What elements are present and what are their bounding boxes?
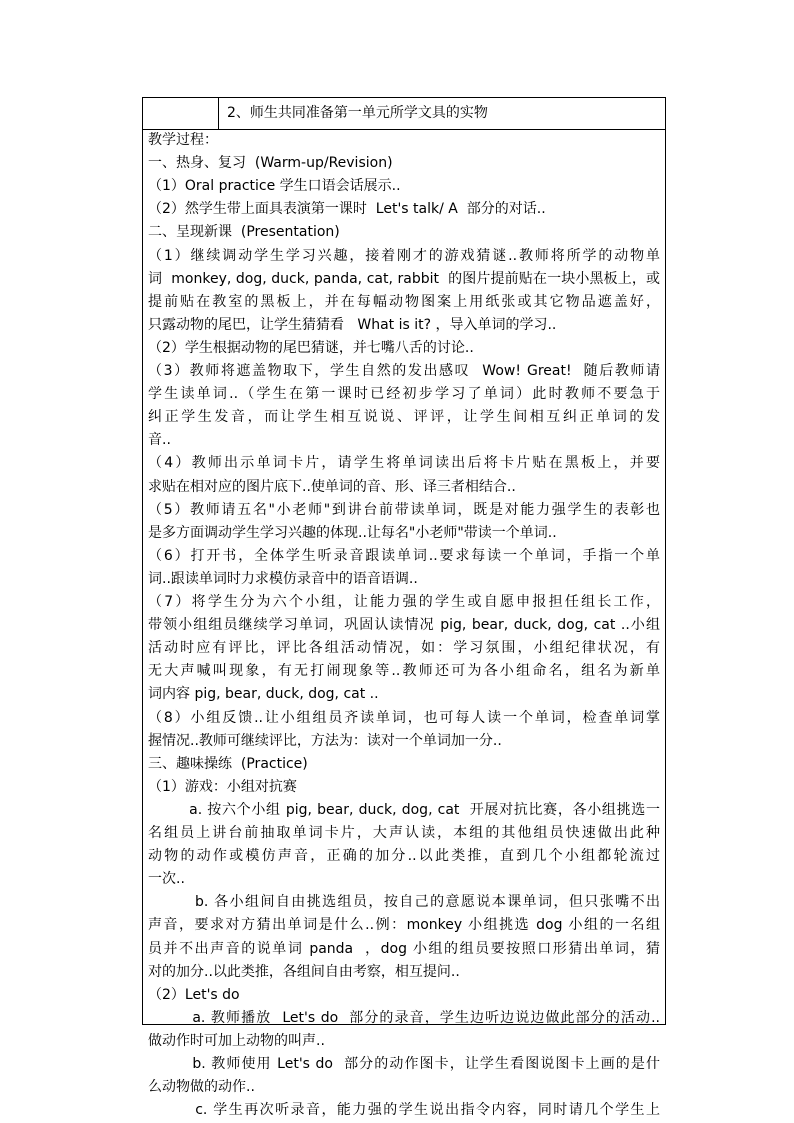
preparation-text: 2、师生共同准备第一单元所学文具的实物 [227, 105, 488, 121]
text-line: （4）教师出示单词卡片，请学生将单词读出后将卡片贴在黑板上，并要 [148, 455, 660, 472]
text-line: （3）教师将遮盖物取下，学生自然的发出感叹 Wow! Great! 随后教师请 [148, 363, 660, 379]
text-line: 词 monkey, dog, duck, panda, cat, rabbit 的图片提前贴在一块小黑板上，或 [148, 270, 660, 287]
text-line: 词..跟读单词时力求模仿录音中的语音语调.. [148, 570, 418, 587]
text-line: c. 学生再次听录音，能力强的学生说出指令内容，同时请几个学生上 [148, 1102, 660, 1119]
text-line: 音.. [148, 432, 171, 449]
text-line: a. 按六个小组 pig, bear, duck, dog, cat 开展对抗比赛，各小组挑选一 [148, 801, 660, 818]
text-line: （2）然学生带上面具表演第一课时 Let's talk/ A 部分的对话.. [148, 201, 546, 218]
text-line: 提前贴在教室的黑板上，并在每幅动物图案上用纸张或其它物品遮盖好， [148, 293, 660, 310]
text-line: （5）教师请五名"小老师"到讲台前带读单词，既是对能力强学生的表彰也 [148, 501, 660, 518]
text-line: a. 教师播放 Let's do 部分的录音，学生边听边说边做此部分的活动.. [148, 1009, 660, 1026]
text-line: （8）小组反馈..让小组组员齐读单词，也可每人读一个单词，检查单词掌 [148, 709, 660, 726]
teaching-process-cell [143, 129, 665, 1119]
text-line: 做动作时可加上动物的叫声.. [148, 1032, 325, 1049]
text-line: （1）游戏：小组对抗赛 [148, 778, 297, 795]
text-line: 握情况..教师可继续评比，方法为：读对一个单词加一分.. [148, 732, 502, 749]
table-header-row [143, 98, 665, 130]
text-line: 么动物做的动作.. [148, 1079, 255, 1096]
text-line: 词内容 pig, bear, duck, dog, cat .. [148, 686, 379, 703]
text-line: 一次.. [148, 871, 185, 888]
text-line: 二、呈现新课 (Presentation) [148, 224, 340, 241]
text-line: 一、热身、复习 (Warm-up/Revision) [148, 155, 393, 172]
text-line: （2）学生根据动物的尾巴猜谜，并七嘴八舌的讨论.. [148, 339, 474, 356]
text-line: 纠正学生发音，而让学生相互说说、评评，让学生间相互纠正单词的发 [148, 409, 660, 426]
text-line: （7）将学生分为六个小组，让能力强的学生或自愿申报担任组长工作， [148, 594, 660, 610]
text-line: 学生读单词..（学生在第一课时已经初步学习了单词）此时教师不要急于 [148, 386, 660, 403]
empty-label-cell [143, 98, 219, 129]
text-line: b. 教师使用 Let's do 部分的动作图卡，让学生看图说图卡上画的是什 [148, 1056, 660, 1072]
text-line: 三、趣味操练 (Practice) [148, 755, 308, 772]
text-line: 动物的动作或模仿声音，正确的加分..以此类推，直到几个小组都轮流过 [148, 848, 660, 865]
text-line: 活动时应有评比，评比各组活动情况，如：学习氛围，小组纪律状况，有 [148, 640, 660, 657]
text-line: （1）Oral practice 学生口语会话展示.. [148, 178, 401, 195]
text-line: 教学过程： [148, 132, 218, 148]
text-line: 求贴在相对应的图片底下..使单词的音、形、译三者相结合.. [148, 478, 516, 495]
text-line: b. 各小组间自由挑选组员，按自己的意愿说本课单词，但只张嘴不出 [148, 894, 660, 911]
text-line: 员并不出声音的说单词 panda ，dog 小组的组员要按照口形猜出单词，猜 [148, 940, 660, 957]
text-line: 对的加分..以此类推，各组间自由考察，相互提问.. [148, 963, 460, 980]
lesson-plan-table [142, 97, 666, 1119]
text-line: （1）继续调动学生学习兴趣，接着刚才的游戏猜谜..教师将所学的动物单 [148, 247, 660, 264]
text-line: 是多方面调动学生学习兴趣的体现..让每名"小老师"带读一个单词.. [148, 524, 557, 541]
text-line: 只露动物的尾巴，让学生猜猜看 What is it? ，导入单词的学习.. [148, 316, 557, 333]
text-line: 带领小组组员继续学习单词，巩固认读情况 pig, bear, duck, dog, cat ..小组 [148, 617, 660, 634]
text-line: （6）打开书，全体学生听录音跟读单词..要求每读一个单词，手指一个单 [148, 547, 660, 564]
text-line: 无大声喊叫现象，有无打闹现象等..教师还可为各小组命名，组名为新单 [148, 663, 660, 680]
text-line: 名组员上讲台前抽取单词卡片，大声认读，本组的其他组员快速做出此种 [148, 825, 660, 841]
text-line: 声音，要求对方猜出单词是什么..例：monkey 小组挑选 dog 小组的一名组 [148, 917, 660, 934]
text-line: （2）Let's do [148, 986, 240, 1003]
